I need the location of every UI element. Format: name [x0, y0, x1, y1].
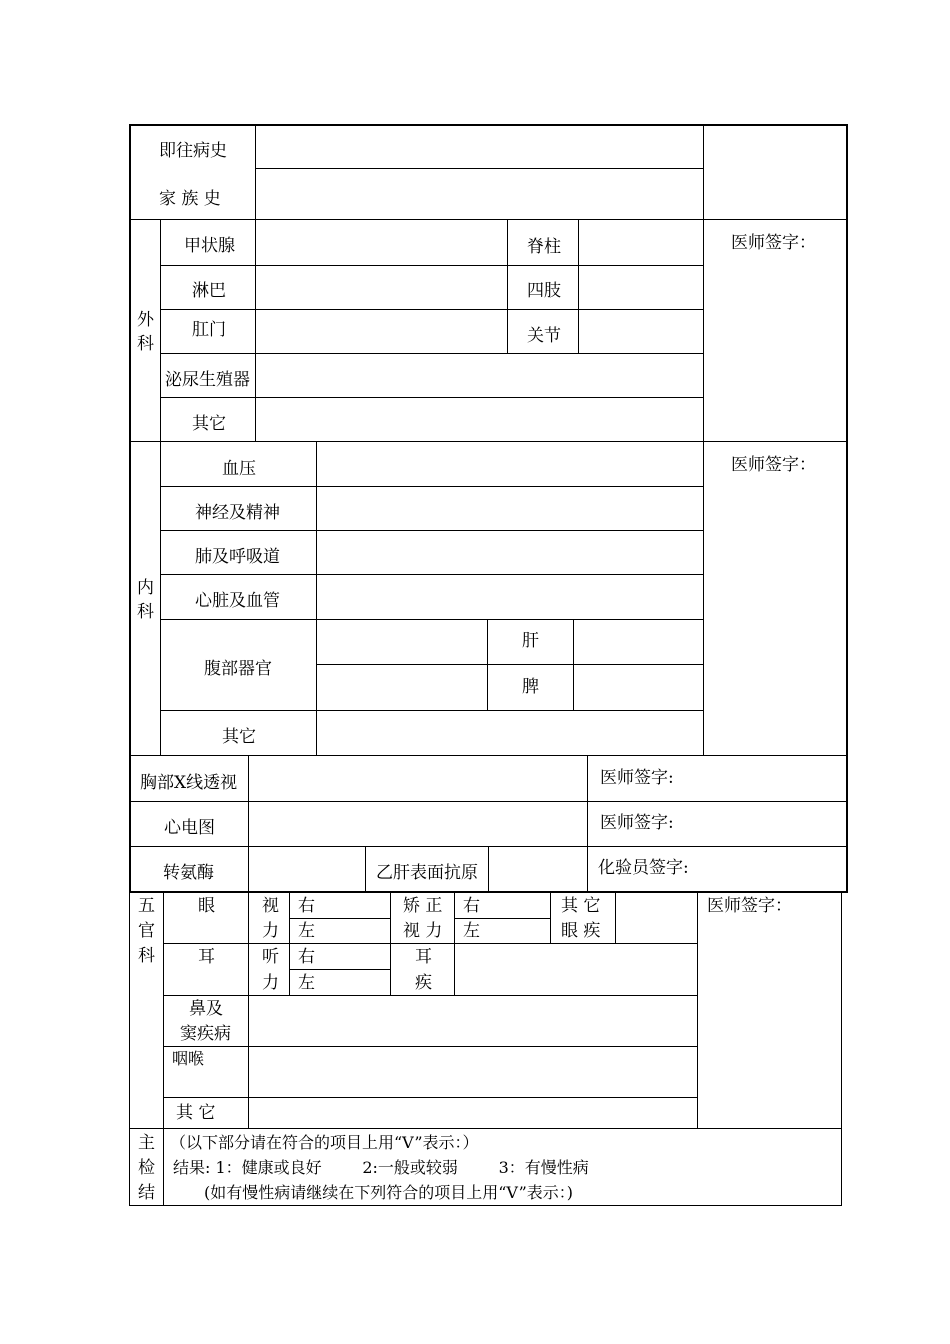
vision-label-1: 视 [262, 896, 279, 916]
vision-left-label: 左 [298, 921, 315, 941]
liver-label: 肝 [522, 631, 539, 651]
lung-respiratory-label: 肺及呼吸道 [195, 547, 280, 567]
surgery-title-2: 科 [137, 334, 154, 354]
surgery-signature-field[interactable] [705, 221, 845, 440]
internal-signature-label: 医师签字： [731, 455, 816, 475]
past-illness-field[interactable] [257, 127, 702, 167]
vision-left-field[interactable] [320, 920, 389, 942]
ent-other-field[interactable] [250, 1099, 696, 1127]
ent-title-1: 五 [138, 896, 155, 916]
urogenital-label: 泌尿生殖器 [165, 370, 250, 390]
limbs-label: 四肢 [527, 281, 561, 301]
surgery-other-label: 其它 [192, 414, 226, 434]
ear-disease-field[interactable] [456, 945, 696, 994]
corrected-vision-label-2: 视 力 [403, 921, 443, 941]
hbsag-field[interactable] [490, 848, 586, 890]
ent-other-label: 其 它 [176, 1103, 216, 1123]
nose-label-2: 窦疾病 [180, 1024, 231, 1044]
nose-field[interactable] [250, 997, 696, 1045]
surgery-title-1: 外 [137, 310, 154, 330]
conclusion-chronic-note: (如有慢性病请继续在下列符合的项目上用“V”表示：) [204, 1183, 573, 1202]
anus-label: 肛门 [192, 320, 226, 340]
nerve-mental-label: 神经及精神 [195, 503, 280, 523]
chest-xray-field[interactable] [250, 757, 586, 800]
eye-label: 眼 [198, 896, 215, 916]
transaminase-label: 转氨酶 [163, 863, 214, 883]
internal-title-2: 科 [137, 602, 154, 622]
urogenital-field[interactable] [257, 355, 702, 396]
family-history-field[interactable] [257, 170, 702, 218]
blood-pressure-field[interactable] [318, 443, 702, 485]
abdominal-field-1[interactable] [318, 621, 486, 663]
chest-signature-label: 医师签字: [600, 768, 674, 788]
ear-disease-label-1: 耳 [415, 947, 432, 967]
hearing-label-2: 力 [262, 973, 279, 993]
conclusion-title-2: 检 [138, 1158, 155, 1178]
corrected-left-label: 左 [463, 921, 480, 941]
hearing-left-label: 左 [298, 973, 315, 993]
internal-title-1: 内 [137, 578, 154, 598]
throat-label: 咽喉 [172, 1049, 205, 1068]
vision-right-label: 右 [298, 896, 315, 916]
anus-field[interactable] [257, 311, 506, 352]
internal-other-field[interactable] [318, 712, 702, 754]
surgery-signature-label: 医师签字： [731, 233, 816, 253]
conclusion-title-3: 结 [138, 1183, 155, 1203]
hbsag-label: 乙肝表面抗原 [376, 863, 478, 883]
joints-field[interactable] [580, 311, 702, 352]
ent-signature-field[interactable] [699, 894, 840, 1127]
ecg-signature-label: 医师签字: [600, 813, 674, 833]
other-eye-label-1: 其 它 [561, 896, 601, 916]
thyroid-field[interactable] [257, 221, 506, 264]
surgery-other-field[interactable] [257, 399, 702, 440]
ent-title-2: 官 [138, 921, 155, 941]
blood-pressure-label: 血压 [222, 459, 256, 479]
joints-label: 关节 [527, 326, 561, 346]
lymph-field[interactable] [257, 267, 506, 308]
transaminase-field[interactable] [250, 848, 364, 890]
throat-field[interactable] [250, 1048, 696, 1096]
spleen-label: 脾 [522, 677, 539, 697]
limbs-field[interactable] [580, 267, 702, 308]
past-illness-label: 即往病史 [159, 141, 227, 161]
conclusion-note: （以下部分请在符合的项目上用“V”表示：） [170, 1133, 479, 1152]
lymph-label: 淋巴 [192, 281, 226, 301]
internal-other-label: 其它 [222, 727, 256, 747]
abdominal-field-2[interactable] [318, 666, 486, 709]
corrected-left-field[interactable] [485, 920, 549, 942]
spine-field[interactable] [580, 221, 702, 264]
internal-signature-field[interactable] [705, 443, 845, 754]
hearing-right-field[interactable] [320, 945, 389, 968]
ear-disease-label-2: 疾 [415, 973, 432, 993]
corrected-right-label: 右 [463, 896, 480, 916]
ecg-label: 心电图 [164, 818, 215, 838]
conclusion-result: 结果: 1：健康或良好 2:一般或较弱 3：有慢性病 [173, 1158, 589, 1177]
liver-field[interactable] [575, 621, 702, 663]
ent-title-3: 科 [138, 946, 155, 966]
corrected-vision-label-1: 矫 正 [403, 896, 443, 916]
nose-label-1: 鼻及 [189, 999, 223, 1019]
lab-signature-label: 化验员签字: [598, 858, 689, 878]
lung-respiratory-field[interactable] [318, 532, 702, 573]
thyroid-label: 甲状腺 [184, 236, 235, 256]
other-eye-label-2: 眼 疾 [561, 921, 601, 941]
nerve-mental-field[interactable] [318, 488, 702, 529]
hearing-left-field[interactable] [320, 971, 389, 994]
hearing-label-1: 听 [262, 947, 279, 967]
ear-label: 耳 [198, 947, 215, 967]
ecg-field[interactable] [250, 803, 586, 845]
vision-label-2: 力 [262, 921, 279, 941]
heart-vessels-label: 心脏及血管 [195, 591, 280, 611]
abdominal-organs-label: 腹部器官 [204, 659, 272, 679]
corrected-right-field[interactable] [485, 894, 549, 917]
conclusion-title-1: 主 [138, 1133, 155, 1153]
spleen-field[interactable] [575, 666, 702, 709]
chest-xray-label: 胸部X线透视 [140, 773, 238, 793]
ent-signature-label: 医师签字： [707, 896, 792, 916]
other-eye-field[interactable] [617, 894, 696, 942]
hearing-right-label: 右 [298, 947, 315, 967]
vision-right-field[interactable] [320, 894, 389, 917]
spine-label: 脊柱 [527, 237, 561, 257]
family-history-label: 家 族 史 [159, 189, 221, 209]
heart-vessels-field[interactable] [318, 576, 702, 618]
